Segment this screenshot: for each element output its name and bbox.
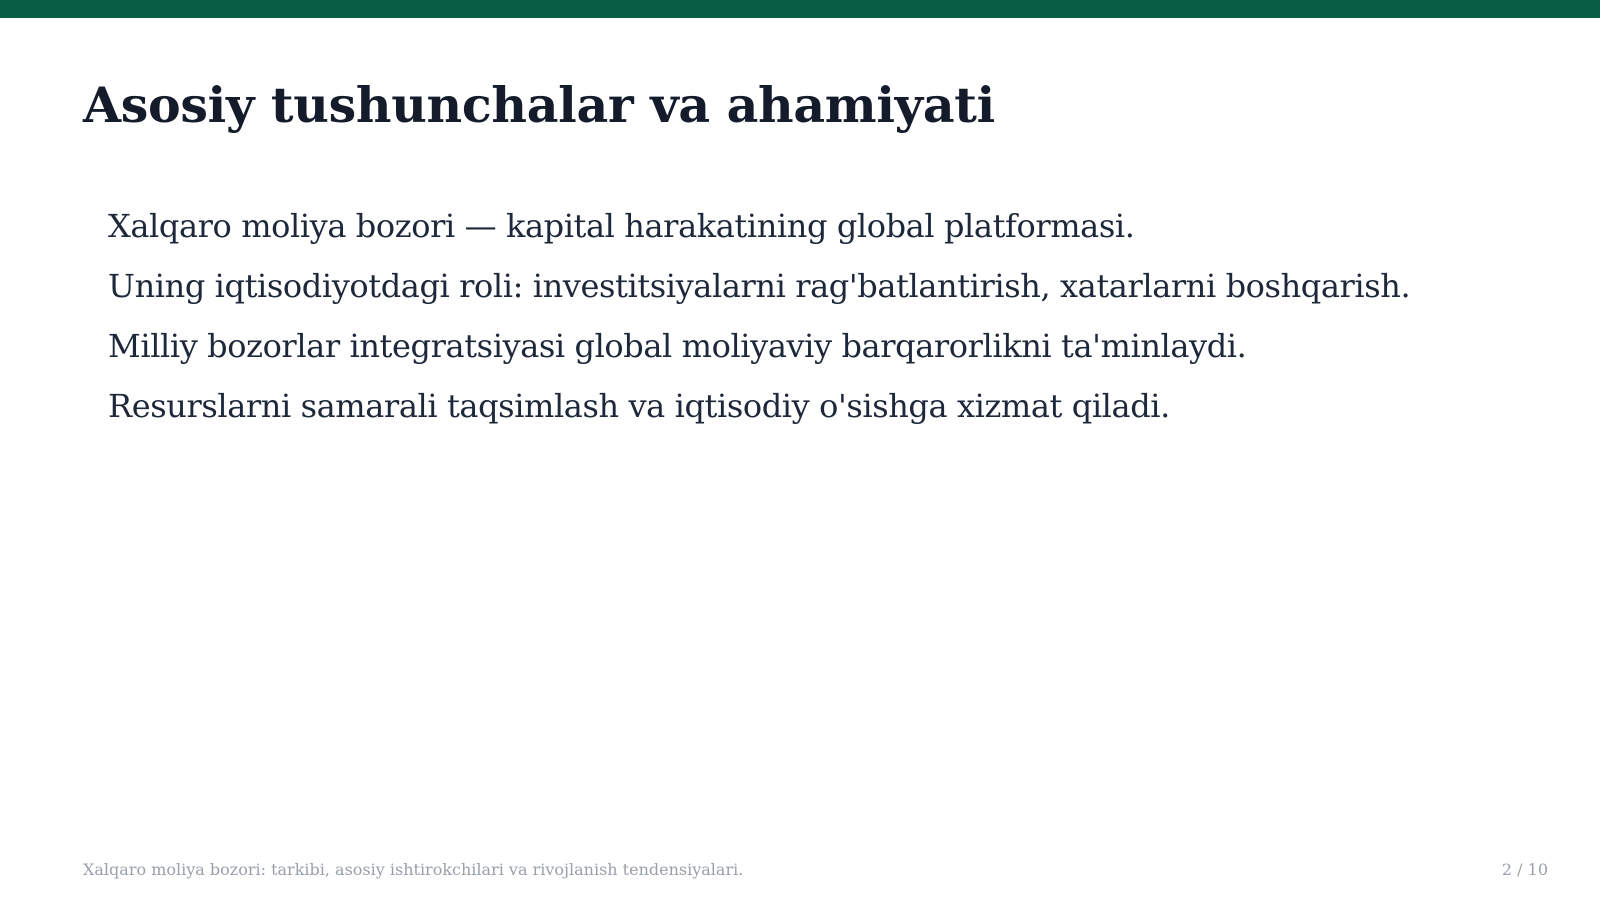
bullet-item: Milliy bozorlar integratsiyasi global moliyaviy barqarorlikni ta'minlaydi. bbox=[108, 327, 1247, 365]
page-number: 2 / 10 bbox=[1501, 860, 1548, 879]
footer-text: Xalqaro moliya bozori: tarkibi, asosiy ishtirokchilari va rivojlanish tendensiyalari. bbox=[83, 860, 744, 879]
bullet-item: Xalqaro moliya bozori — kapital harakatining global platformasi. bbox=[108, 207, 1135, 245]
bullet-list bbox=[108, 196, 1410, 436]
slide-title: Asosiy tushunchalar va ahamiyati bbox=[83, 76, 995, 134]
top-accent-bar bbox=[0, 0, 1600, 18]
bullet-item: Resurslarni samarali taqsimlash va iqtisodiy o'sishga xizmat qiladi. bbox=[108, 387, 1170, 425]
bullet-item: Uning iqtisodiyotdagi roli: investitsiyalarni rag'batlantirish, xatarlarni boshqarish. bbox=[108, 267, 1411, 305]
